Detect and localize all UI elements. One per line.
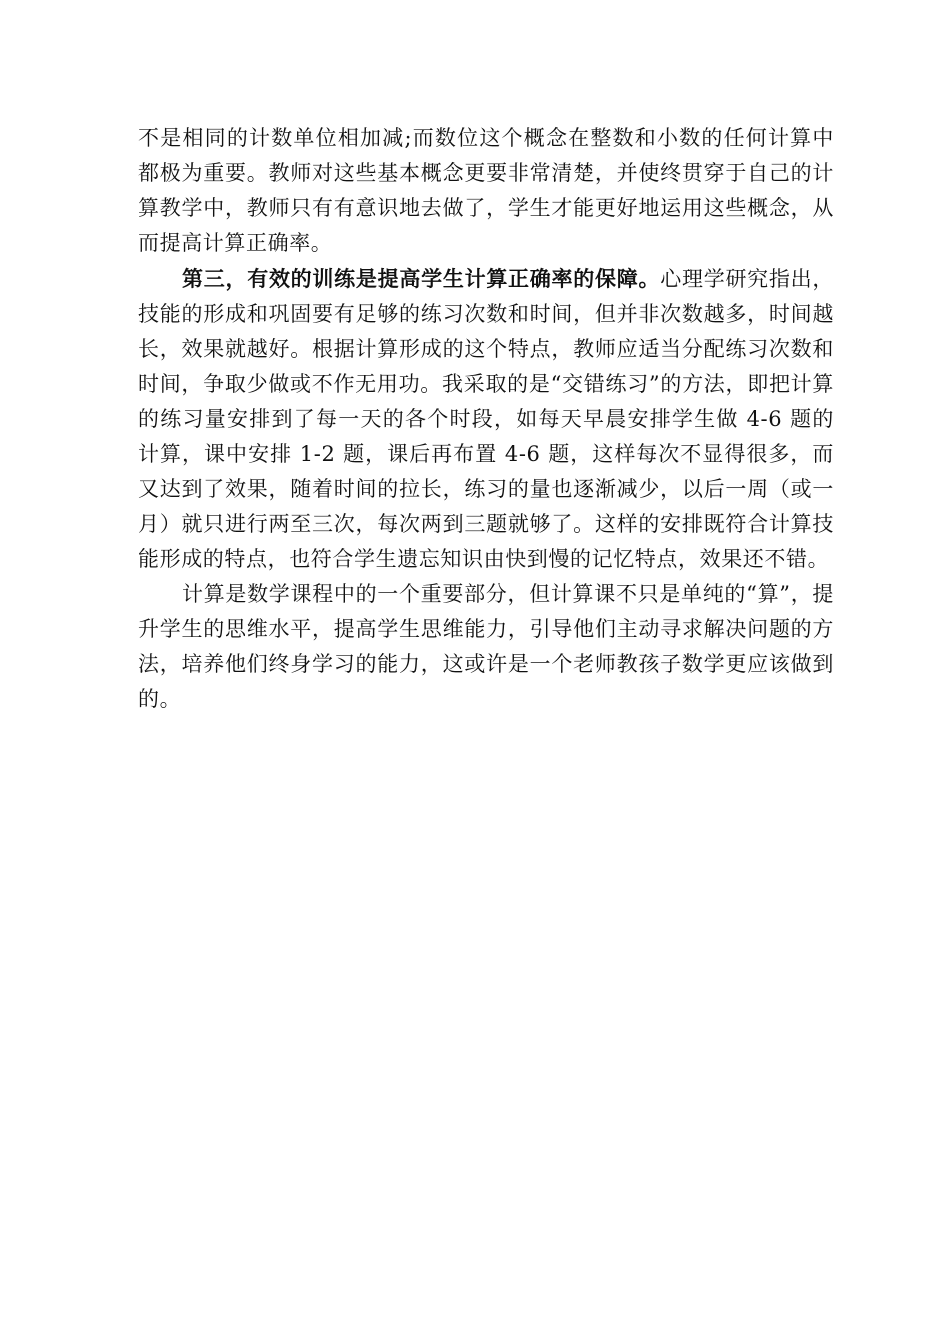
paragraph-3: 计算是数学课程中的一个重要部分，但计算课不只是单纯的“算”，提升学生的思维水平，提高学生思维能力，引导他们主动寻求解决问题的方法，培养他们终身学习的能力，这或许是一个老师教孩子数学更应该做到的。	[138, 582, 834, 711]
paragraph-1: 不是相同的计数单位相加减;而数位这个概念在整数和小数的任何计算中都极为重要。教师对这些基本概念更要非常清楚，并使终贯穿于自己的计算教学中，教师只有有意识地去做了，学生才能更好地运用这些概念，从而提高计算正确率。	[138, 126, 834, 255]
paragraph-2-heading: 第三，有效的训练是提高学生计算正确率的保障。	[182, 266, 661, 291]
paragraph-2	[138, 261, 834, 577]
document-page	[138, 121, 834, 717]
paragraph-2-body: 心理学研究指出，技能的形成和巩固要有足够的练习次数和时间，但并非次数越多，时间越长，效果就越好。根据计算形成的这个特点，教师应适当分配练习次数和时间，争取少做或不作无用功。我采取的是“交错练习”的方法，即把计算的练习量安排到了每一天的各个时段，如每天早晨安排学生做 4-6 题的计算，课中安排 1-2 题，课后再布置 4-6 题，这样每次不显得很多，而又达到了效果，随着时间的拉长，练习的量也逐渐减少，以后一周（或一月）就只进行两至三次，每次两到三题就够了。这样的安排既符合计算技能形成的特点，也符合学生遗忘知识由快到慢的记忆特点，效果还不错。	[138, 267, 834, 571]
